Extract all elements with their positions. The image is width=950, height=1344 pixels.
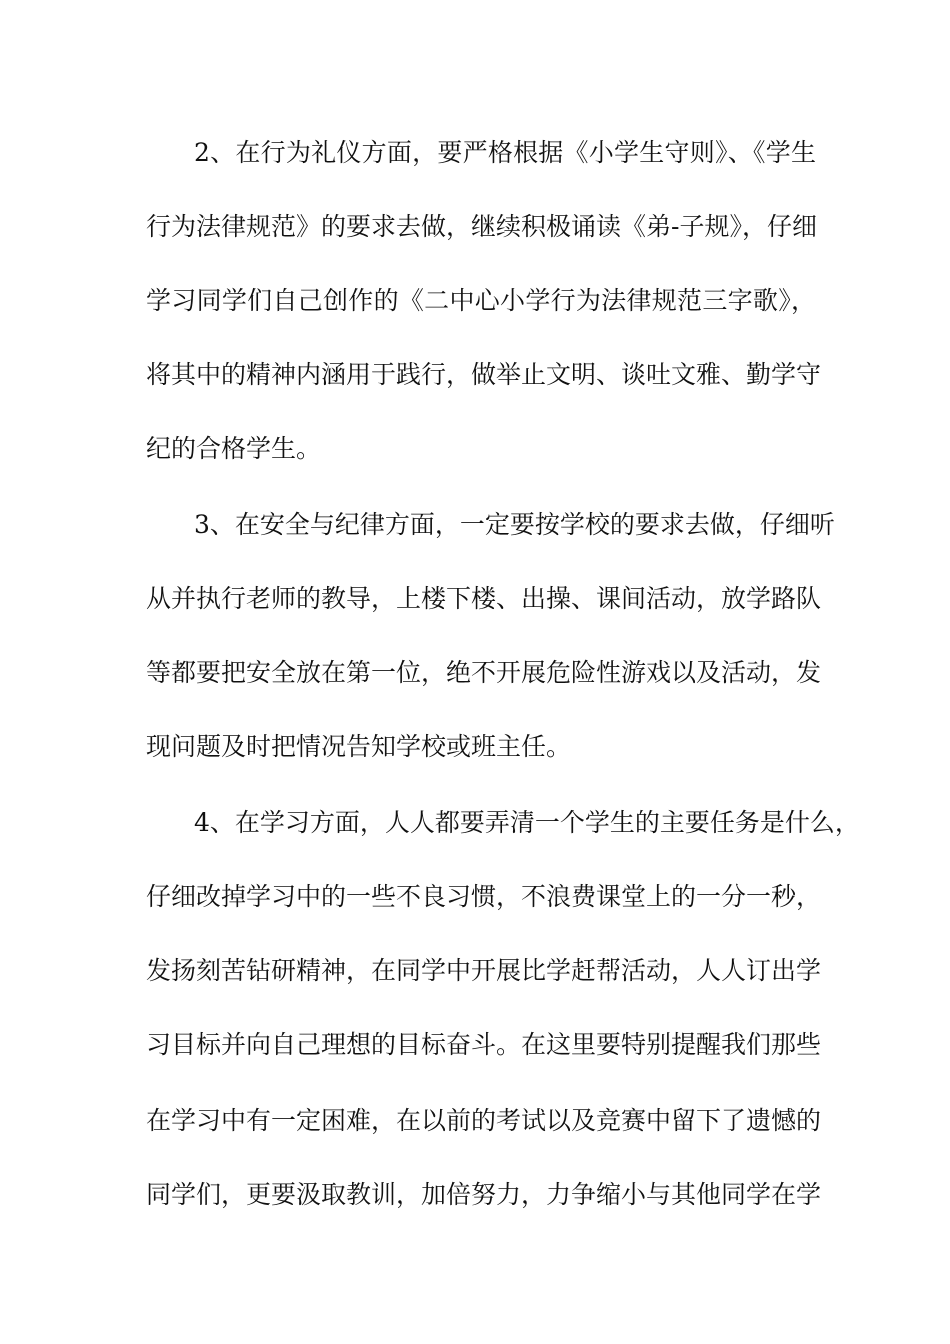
text-line: 3、在安全与纪律方面，一定要按学校的要求去做，仔细听 [194, 510, 835, 539]
text-line: 从并执行老师的教导，上楼下楼、出操、课间活动，放学路队 [146, 584, 822, 613]
text-line: 行为法律规范》的要求去做，继续积极诵读《弟-子规》，仔细 [146, 212, 817, 241]
text-line: 在学习中有一定困难，在以前的考试以及竞赛中留下了遗憾的 [146, 1106, 822, 1135]
text-line: 2、在行为礼仪方面，要严格根据《小学生守则》、《学生 [194, 138, 816, 167]
text-line: 将其中的精神内涵用于践行，做举止文明、谈吐文雅、勤学守 [146, 360, 822, 389]
text-line: 4、在学习方面，人人都要弄清一个学生的主要任务是什么， [194, 808, 860, 837]
text-line: 学习同学们自己创作的《二中心小学行为法律规范三字歌》， [146, 286, 816, 315]
text-line: 等都要把安全放在第一位，绝不开展危险性游戏以及活动，发 [146, 658, 822, 687]
text-line: 仔细改掉学习中的一些不良习惯，不浪费课堂上的一分一秒， [146, 882, 822, 911]
text-line: 发扬刻苦钻研精神，在同学中开展比学赶帮活动，人人订出学 [146, 956, 822, 985]
text-line: 纪的合格学生。 [146, 434, 322, 463]
text-line: 同学们，更要汲取教训，加倍努力，力争缩小与其他同学在学 [146, 1180, 822, 1209]
text-line: 现问题及时把情况告知学校或班主任。 [146, 732, 572, 761]
text-line: 习目标并向自己理想的目标奋斗。在这里要特别提醒我们那些 [146, 1030, 822, 1059]
